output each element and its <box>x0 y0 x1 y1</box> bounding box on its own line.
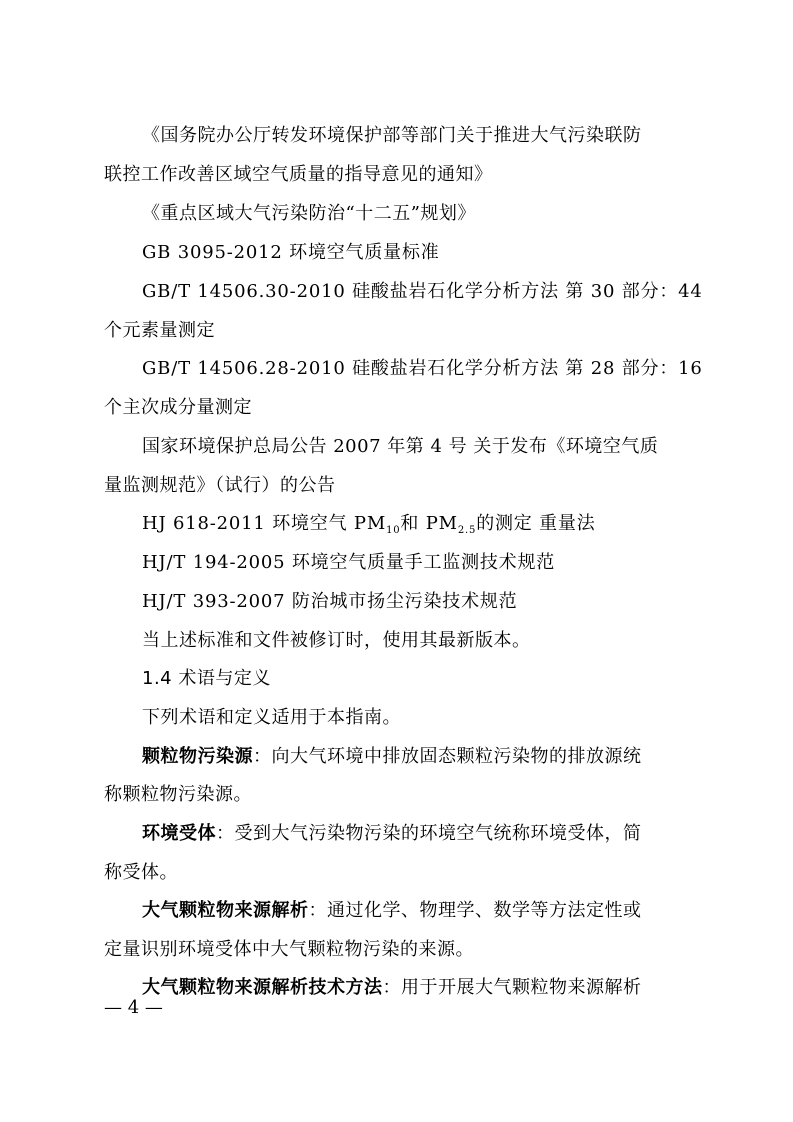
term-2-title: 环境受体 <box>142 823 216 844</box>
reference-8: HJ/T 194-2005 环境空气质量手工监测技术规范 <box>142 552 556 573</box>
term-3-line-2: 定量识别环境受体中大气颗粒物污染的来源。 <box>104 939 474 960</box>
term-1-line-1 <box>142 745 694 769</box>
term-2-definition: ：受到大气污染物污染的环境空气统称环境受体，简 <box>216 823 642 844</box>
reference-4-line-2: 个元素量测定 <box>104 320 215 341</box>
term-3-definition: ：通过化学、物理学、数学等方法定性或 <box>308 900 642 921</box>
term-1-line-2: 称颗粒物污染源。 <box>104 784 252 805</box>
term-1-title: 颗粒物污染源 <box>142 746 253 767</box>
reference-1-line-2: 联控工作改善区域空气质量的指导意见的通知》 <box>104 164 493 185</box>
term-2-line-1 <box>142 822 694 846</box>
reference-9: HJ/T 393-2007 防治城市扬尘污染技术规范 <box>142 591 518 612</box>
reference-3: GB 3095-2012 环境空气质量标准 <box>142 242 440 263</box>
section-intro: 下列术语和定义适用于本指南。 <box>142 707 401 728</box>
page-number: — 4 — <box>104 997 163 1018</box>
term-3-title: 大气颗粒物来源解析 <box>142 900 309 921</box>
revision-note: 当上述标准和文件被修订时，使用其最新版本。 <box>142 630 531 651</box>
term-4-line-1 <box>142 976 694 1000</box>
section-heading: 1.4 术语与定义 <box>142 668 271 689</box>
pm25-subscript: 2.5 <box>457 525 477 536</box>
reference-5-line-2: 个主次成分量测定 <box>104 397 252 418</box>
reference-6-line-2: 量监测规范》（试行）的公告 <box>104 475 336 496</box>
term-1-definition: ：向大气环境中排放固态颗粒污染物的排放源统 <box>253 746 642 767</box>
reference-5-line-1: GB/T 14506.28-2010 硅酸盐岩石化学分析方法 第 28 部分：16 <box>142 358 703 379</box>
reference-7 <box>142 512 694 543</box>
reference-2: 《重点区域大气污染防治“十二五”规划》 <box>142 203 476 224</box>
term-4-title: 大气颗粒物来源解析技术方法 <box>142 977 383 998</box>
term-2-line-2: 称受体。 <box>104 862 178 883</box>
reference-1-line-1: 《国务院办公厅转发环境保护部等部门关于推进大气污染联防 <box>142 125 642 146</box>
term-4-definition: ：用于开展大气颗粒物来源解析 <box>382 977 642 998</box>
reference-7-prefix: HJ 618-2011 环境空气 PM <box>142 513 387 534</box>
pm10-subscript: 10 <box>386 525 401 536</box>
term-3-line-1 <box>142 899 694 923</box>
reference-7-mid: 和 PM <box>400 513 458 534</box>
reference-6-line-1: 国家环境保护总局公告 2007 年第 4 号 关于发布《环境空气质 <box>142 436 659 457</box>
reference-7-suffix: 的测定 重量法 <box>476 513 596 534</box>
reference-4-line-1: GB/T 14506.30-2010 硅酸盐岩石化学分析方法 第 30 部分：44 <box>142 281 703 302</box>
